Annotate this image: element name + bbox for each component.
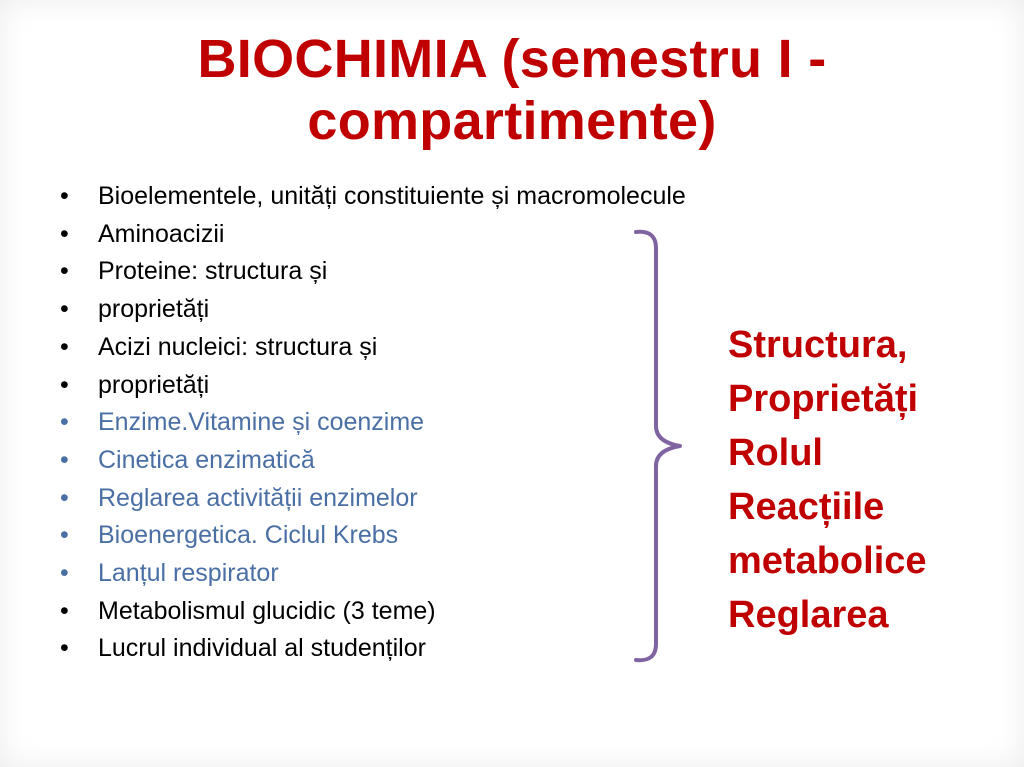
topic-text: Metabolismul glucidic (3 teme) xyxy=(98,596,436,625)
aspect-list xyxy=(728,318,927,642)
aspect-item: Rolul xyxy=(728,432,823,474)
topic-item xyxy=(60,630,686,668)
aspect-item: Proprietăți xyxy=(728,378,919,420)
topic-text: Lucrul individual al studenților xyxy=(98,634,426,663)
bullet-icon: • xyxy=(60,559,69,588)
topic-item xyxy=(60,555,686,593)
slide-title: BIOCHIMIA (semestru I - compartimente) xyxy=(197,29,827,151)
right-curly-brace xyxy=(628,226,688,666)
bullet-icon: • xyxy=(60,182,69,210)
topic-list xyxy=(60,178,686,668)
topic-item xyxy=(60,216,686,254)
bullet-icon: • xyxy=(60,219,69,248)
bullet-icon: • xyxy=(60,445,69,474)
bullet-icon: • xyxy=(60,483,69,512)
topic-text: Enzime.Vitamine și coenzime xyxy=(98,408,425,437)
topic-text: proprietăți xyxy=(98,370,210,399)
topic-item xyxy=(60,178,686,216)
bullet-icon: • xyxy=(60,521,69,550)
aspect-item: Structura, xyxy=(728,324,908,366)
bullet-icon: • xyxy=(60,370,69,399)
aspect-item: metabolice xyxy=(728,540,927,582)
topic-item xyxy=(60,442,686,480)
topic-item xyxy=(60,517,686,555)
topic-item xyxy=(60,253,686,291)
topic-item xyxy=(60,480,686,518)
bullet-icon: • xyxy=(60,257,69,286)
topic-item xyxy=(60,291,686,329)
bullet-icon: • xyxy=(60,634,69,663)
topic-text: Acizi nucleici: structura și xyxy=(98,332,378,361)
topic-text: Reglarea activității enzimelor xyxy=(98,483,418,512)
bullet-icon: • xyxy=(60,596,69,625)
brace-path xyxy=(636,232,680,660)
bullet-icon: • xyxy=(60,408,69,437)
topic-item xyxy=(60,329,686,367)
topic-text: Lanțul respirator xyxy=(98,559,279,588)
bullet-icon: • xyxy=(60,332,69,361)
bullet-icon: • xyxy=(60,295,69,324)
topic-text: Cinetica enzimatică xyxy=(98,445,315,474)
topic-item xyxy=(60,367,686,405)
topic-text: Bioenergetica. Ciclul Krebs xyxy=(98,521,399,550)
topic-text: Proteine: structura și xyxy=(98,257,328,286)
topic-item xyxy=(60,404,686,442)
topic-text: Bioelementele, unități constituiente și macromolecule xyxy=(98,182,686,210)
aspect-item: Reacțiile xyxy=(728,486,885,528)
topic-text: proprietăți xyxy=(98,295,210,324)
aspect-item: Reglarea xyxy=(728,594,889,636)
topic-item xyxy=(60,593,686,631)
topic-text: Aminoacizii xyxy=(98,219,225,248)
